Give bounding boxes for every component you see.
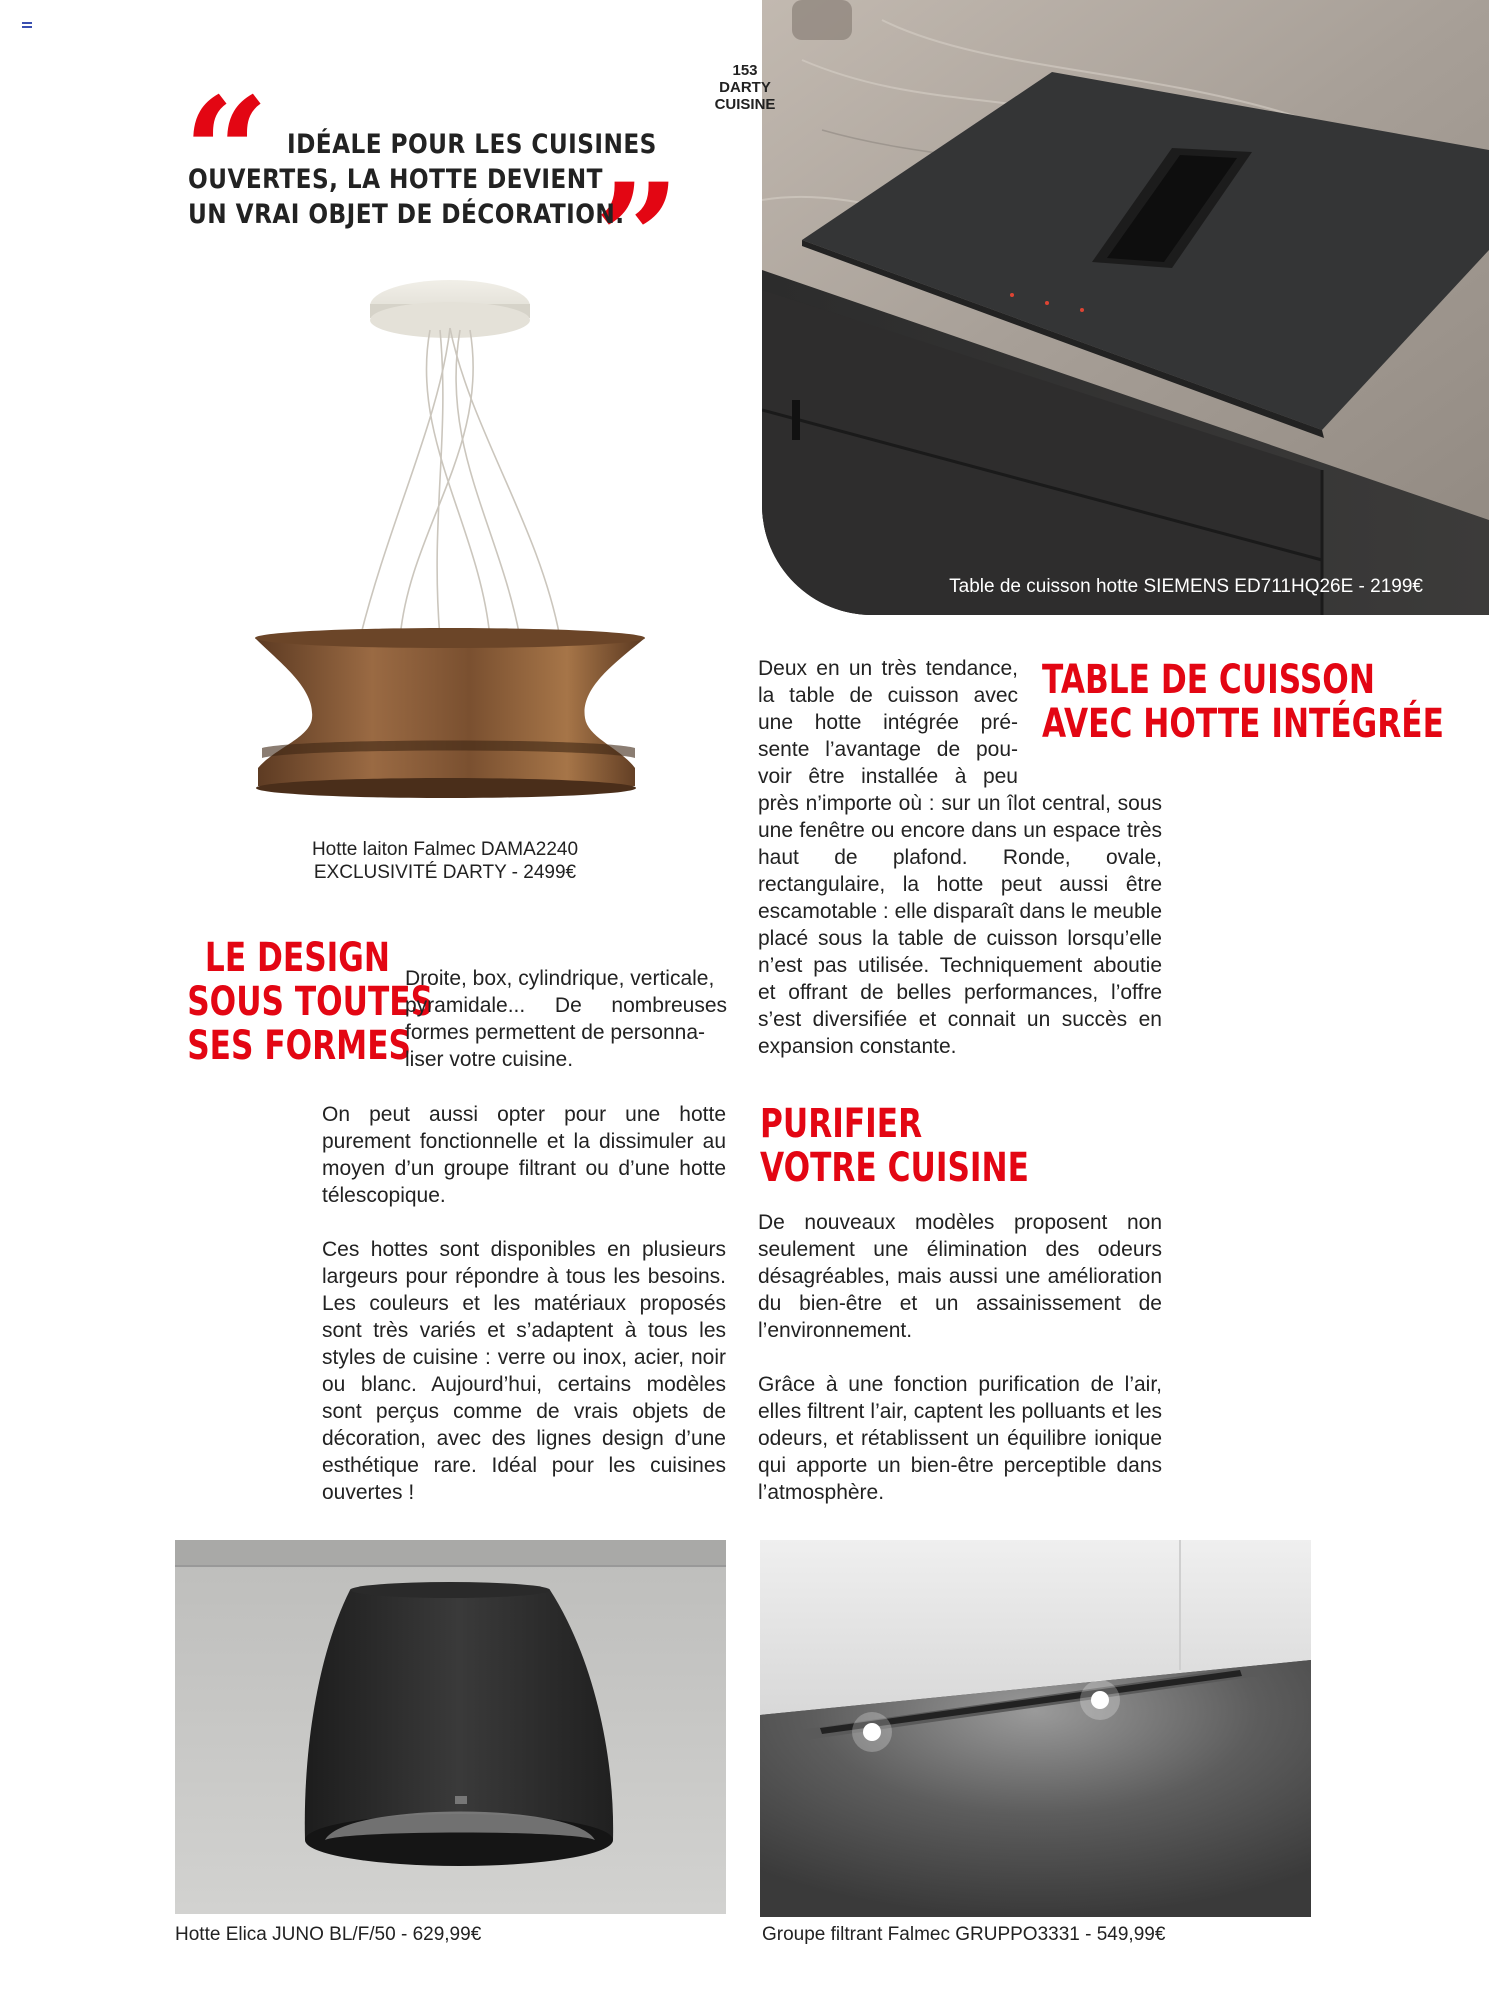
cooktop-intro-line-1: Deux en un très tendance, bbox=[758, 657, 1018, 680]
cooktop-heading-line-1: TABLE DE CUISSON bbox=[1042, 657, 1375, 703]
open-quote-mark: “ bbox=[183, 65, 270, 241]
design-body bbox=[322, 1101, 726, 1506]
design-intro-line-1: Droite, box, cylindrique, verticale, bbox=[405, 967, 715, 990]
purify-heading-line-2: VOTRE CUISINE bbox=[760, 1145, 1029, 1191]
pendant-hood-caption-line-2: EXCLUSIVITÉ DARTY - 2499€ bbox=[313, 862, 577, 883]
elica-hood-photo bbox=[175, 1540, 726, 1914]
purify-paragraph-1: De nouveaux modèles proposent non seulement une élimination des odeurs désagréables, mais aussi une amélioration du bien-être et un assainissement de l’environnement. bbox=[758, 1211, 1162, 1342]
menu-icon[interactable] bbox=[22, 22, 32, 30]
filter-group-caption: Groupe filtrant Falmec GRUPPO3331 - 549,99€ bbox=[762, 1924, 1166, 1945]
cooktop-intro-line-2: la table de cuisson avec bbox=[758, 684, 1018, 707]
built-in-filter-hood-image bbox=[760, 1540, 1311, 1917]
purify-heading bbox=[760, 1102, 1160, 1190]
quote-line-3: UN VRAI OBJET DE DÉCORATION. bbox=[188, 199, 625, 230]
page-number: 153 bbox=[732, 62, 758, 79]
design-heading-line-2: SOUS TOUTES bbox=[187, 979, 434, 1025]
design-paragraph-1: On peut aussi opter pour une hotte purement fonctionnelle et la dissimuler au moyen d’un groupe filtrant ou d’une hotte télescopique. bbox=[322, 1103, 726, 1207]
cooktop-heading bbox=[1042, 658, 1462, 746]
cooktop-intro bbox=[758, 655, 1018, 790]
pendant-hood-photo bbox=[240, 268, 660, 813]
design-intro-line-2: pyramidale... De nombreuses bbox=[405, 994, 727, 1017]
cooktop-caption: Table de cuisson hotte SIEMENS ED711HQ26E - 2199€ bbox=[949, 576, 1423, 597]
close-quote-mark: ” bbox=[594, 151, 681, 327]
purify-heading-line-1: PURIFIER bbox=[760, 1101, 923, 1147]
induction-cooktop-image bbox=[762, 0, 1489, 615]
cooktop-intro-line-4: sente l’avantage de pou- bbox=[758, 738, 1018, 761]
cooktop-photo bbox=[762, 0, 1489, 615]
design-heading-line-3: SES FORMES bbox=[187, 1023, 412, 1069]
cooktop-intro-line-3: une hotte intégrée pré- bbox=[758, 711, 1018, 734]
section-label: DARTY CUISINE bbox=[714, 79, 776, 113]
purify-body bbox=[758, 1209, 1162, 1506]
black-cone-hood-image bbox=[175, 1540, 726, 1914]
design-heading-line-1: LE DESIGN bbox=[204, 935, 390, 981]
cooktop-body bbox=[758, 790, 1162, 1060]
design-intro bbox=[405, 965, 727, 1073]
pendant-hood-caption-line-1: Hotte laiton Falmec DAMA2240 bbox=[311, 839, 579, 860]
purify-paragraph-2: Grâce à une fonction purification de l’air, elles filtrent l’air, captent les polluants et les odeurs, et rétablissent un équilibre ionique qui apporte un bien-être perceptible dans l’atmosphère. bbox=[758, 1373, 1162, 1504]
design-intro-line-3: formes permettent de personna- bbox=[405, 1021, 705, 1044]
design-heading bbox=[130, 935, 434, 1069]
page-number-block bbox=[690, 62, 800, 113]
pendant-hood-caption bbox=[240, 838, 650, 884]
elica-hood-caption: Hotte Elica JUNO BL/F/50 - 629,99€ bbox=[175, 1924, 482, 1945]
quote-line-2: OUVERTES, LA HOTTE DEVIENT bbox=[188, 164, 603, 195]
quote-line-1: IDÉALE POUR LES CUISINES bbox=[287, 129, 657, 160]
filter-group-photo bbox=[760, 1540, 1311, 1917]
design-intro-line-4: liser votre cuisine. bbox=[405, 1048, 574, 1071]
cooktop-paragraph: près n’importe où : sur un îlot central, sous une fenêtre ou encore dans un espace très haut de plafond. Ronde, ovale, rectangulaire, la hotte peut aussi être escamotable : elle disparaît dans le meuble placé sous la table de cuisson lorsqu’elle n’est pas utilisée. Techniquement aboutie et offrant de belles performances, l’offre s’est diversifiée et connait un succès en expansion constante. bbox=[758, 792, 1162, 1058]
copper-pendant-hood-image bbox=[240, 268, 660, 813]
cooktop-intro-line-5: voir être installée à peu bbox=[758, 765, 1018, 788]
design-paragraph-2: Ces hottes sont disponibles en plusieurs largeurs pour répondre à tous les besoins. Les couleurs et les matériaux proposés sont très variés et s’adaptent à tous les styles de cuisine : verre ou inox, acier, noir ou blanc. Aujourd’hui, certains modèles sont perçus comme de vrais objets de décoration, avec des lignes design d’une esthétique rare. Idéal pour les cuisines ouvertes ! bbox=[322, 1238, 726, 1504]
cooktop-heading-line-2: AVEC HOTTE INTÉGRÉE bbox=[1042, 701, 1444, 747]
